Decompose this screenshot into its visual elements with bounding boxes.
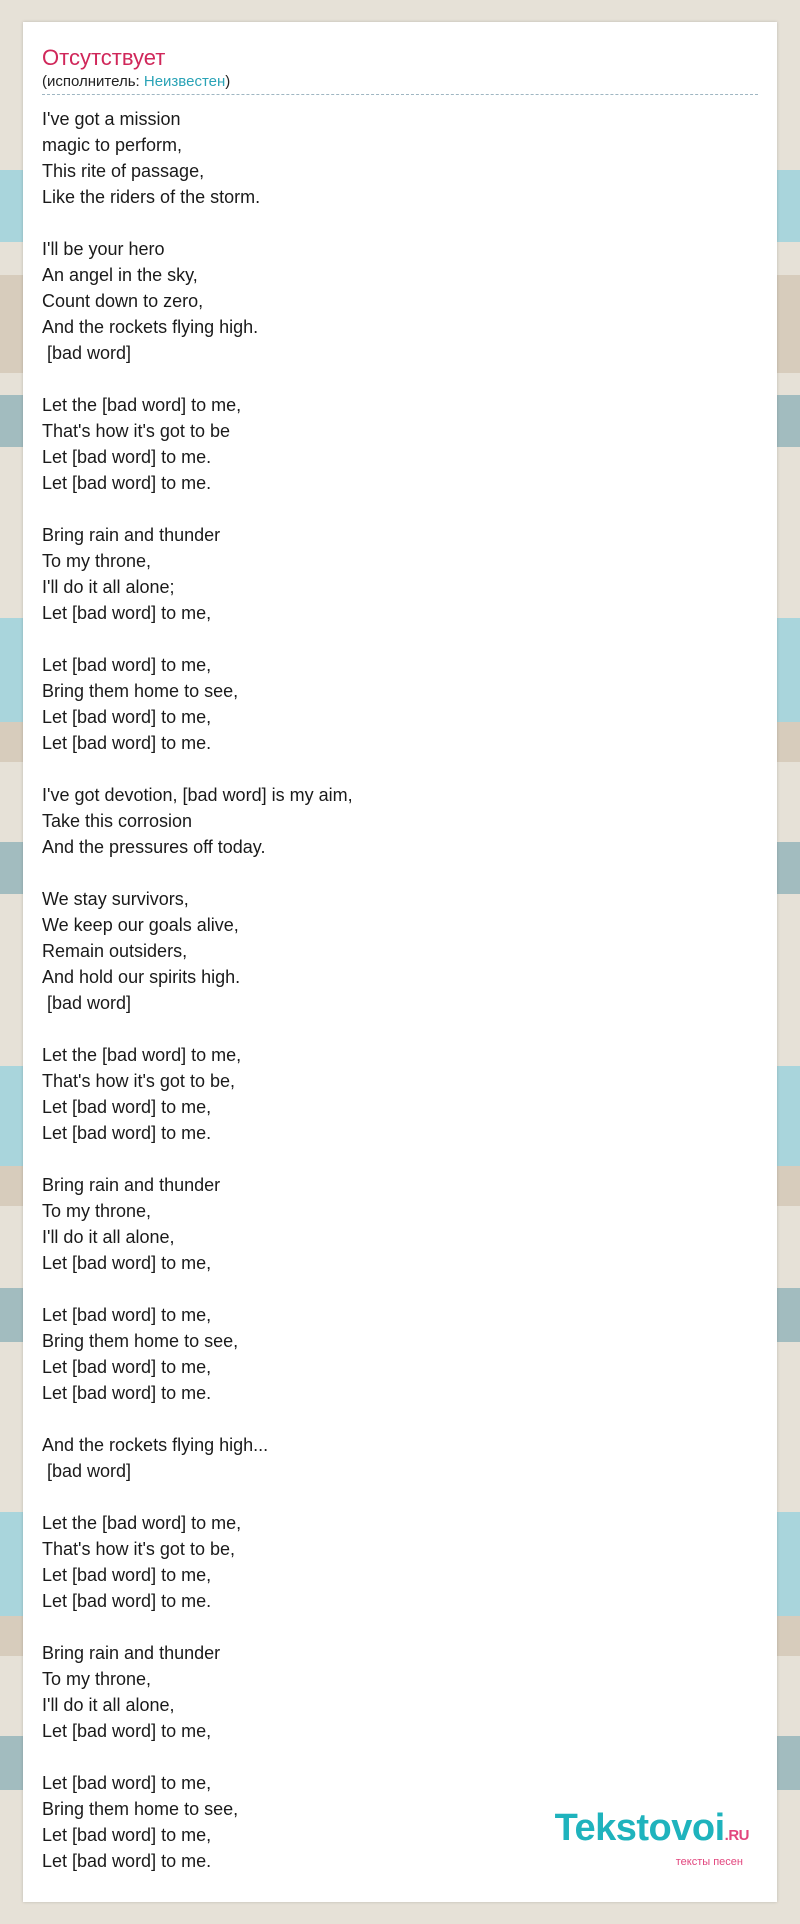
lyric-line: And the pressures off today. bbox=[42, 837, 266, 857]
lyric-line bbox=[42, 1484, 758, 1510]
logo-text: Tekstovoi bbox=[554, 1807, 725, 1849]
lyric-line: Let [bad word] to me. bbox=[42, 733, 212, 753]
lyric-line: Let [bad word] to me. bbox=[42, 1591, 212, 1611]
lyric-line: And the rockets flying high... bbox=[42, 1435, 269, 1455]
lyric-line: To my throne, bbox=[42, 551, 152, 571]
lyric-line bbox=[42, 756, 758, 782]
lyrics-body bbox=[42, 106, 758, 1874]
lyric-line: Let [bad word] to me, bbox=[42, 1825, 212, 1845]
lyric-line: I've got a mission bbox=[42, 109, 181, 129]
lyric-line: And hold our spirits high. bbox=[42, 967, 241, 987]
lyric-line: Let [bad word] to me, bbox=[42, 1253, 212, 1273]
lyric-line bbox=[42, 1146, 758, 1172]
lyric-line: Let [bad word] to me, bbox=[42, 1565, 212, 1585]
lyric-line: I'll do it all alone, bbox=[42, 1227, 175, 1247]
artist-suffix: ) bbox=[225, 73, 231, 90]
lyric-line bbox=[42, 626, 758, 652]
lyric-line: Bring rain and thunder bbox=[42, 525, 221, 545]
lyric-line: That's how it's got to be, bbox=[42, 1071, 235, 1091]
lyric-line: We keep our goals alive, bbox=[42, 915, 239, 935]
lyric-line: Let [bad word] to me, bbox=[42, 1773, 212, 1793]
logo-tagline: тексты песен bbox=[675, 1856, 743, 1868]
lyric-line: Let the [bad word] to me, bbox=[42, 395, 242, 415]
lyric-line bbox=[42, 1406, 758, 1432]
lyric-line: Bring them home to see, bbox=[42, 1799, 239, 1819]
lyric-line bbox=[42, 1744, 758, 1770]
lyric-line: Let [bad word] to me, bbox=[42, 1097, 212, 1117]
lyric-line: Let [bad word] to me. bbox=[42, 1851, 212, 1871]
lyric-line: That's how it's got to be, bbox=[42, 1539, 235, 1559]
lyric-line: An angel in the sky, bbox=[42, 265, 198, 285]
lyric-line: Bring them home to see, bbox=[42, 1331, 239, 1351]
artist-line bbox=[42, 73, 758, 91]
lyric-line: Let [bad word] to me. bbox=[42, 1123, 212, 1143]
lyric-line: [bad word] bbox=[42, 343, 132, 363]
lyric-line: [bad word] bbox=[42, 993, 132, 1013]
lyric-line: Bring them home to see, bbox=[42, 681, 239, 701]
lyric-line: Let [bad word] to me, bbox=[42, 655, 212, 675]
lyric-line: [bad word] bbox=[42, 1461, 132, 1481]
lyrics-card bbox=[23, 22, 777, 1902]
lyric-line bbox=[42, 366, 758, 392]
lyric-line: And the rockets flying high. bbox=[42, 317, 259, 337]
lyric-line: Let the [bad word] to me, bbox=[42, 1513, 242, 1533]
lyric-line: Let [bad word] to me. bbox=[42, 473, 212, 493]
song-title: Отсутствует bbox=[42, 45, 166, 70]
lyric-line: I'll do it all alone, bbox=[42, 1695, 175, 1715]
lyric-line: We stay survivors, bbox=[42, 889, 189, 909]
lyric-line: That's how it's got to be bbox=[42, 421, 230, 441]
artist-prefix: (исполнитель: bbox=[42, 73, 144, 90]
lyric-line: magic to perform, bbox=[42, 135, 183, 155]
lyric-line: Take this corrosion bbox=[42, 811, 193, 831]
lyric-line: Let [bad word] to me, bbox=[42, 707, 212, 727]
lyric-line: Count down to zero, bbox=[42, 291, 204, 311]
lyric-line: I'll do it all alone; bbox=[42, 577, 175, 597]
lyric-line: Remain outsiders, bbox=[42, 941, 188, 961]
lyric-line bbox=[42, 1016, 758, 1042]
lyric-line: Let [bad word] to me, bbox=[42, 1357, 212, 1377]
lyric-line: Bring rain and thunder bbox=[42, 1175, 221, 1195]
logo-tld: .RU bbox=[724, 1827, 749, 1844]
lyric-line: To my throne, bbox=[42, 1201, 152, 1221]
lyric-line bbox=[42, 1614, 758, 1640]
artist-link[interactable]: Неизвестен bbox=[143, 73, 226, 90]
lyric-line bbox=[42, 210, 758, 236]
divider bbox=[42, 94, 758, 95]
site-logo[interactable] bbox=[555, 1808, 749, 1868]
lyric-line: I'll be your hero bbox=[42, 239, 165, 259]
lyric-line: I've got devotion, [bad word] is my aim, bbox=[42, 785, 353, 805]
lyric-line: Bring rain and thunder bbox=[42, 1643, 221, 1663]
lyric-line: Let [bad word] to me. bbox=[42, 1383, 212, 1403]
lyric-line: Let [bad word] to me, bbox=[42, 1721, 212, 1741]
lyric-line bbox=[42, 496, 758, 522]
lyric-line: Let [bad word] to me. bbox=[42, 447, 212, 467]
lyric-line bbox=[42, 860, 758, 886]
lyric-line: Let the [bad word] to me, bbox=[42, 1045, 242, 1065]
lyric-line bbox=[42, 1276, 758, 1302]
lyric-line: To my throne, bbox=[42, 1669, 152, 1689]
lyric-line: Let [bad word] to me, bbox=[42, 1305, 212, 1325]
lyric-line: Like the riders of the storm. bbox=[42, 187, 261, 207]
lyric-line: This rite of passage, bbox=[42, 161, 205, 181]
lyric-line: Let [bad word] to me, bbox=[42, 603, 212, 623]
